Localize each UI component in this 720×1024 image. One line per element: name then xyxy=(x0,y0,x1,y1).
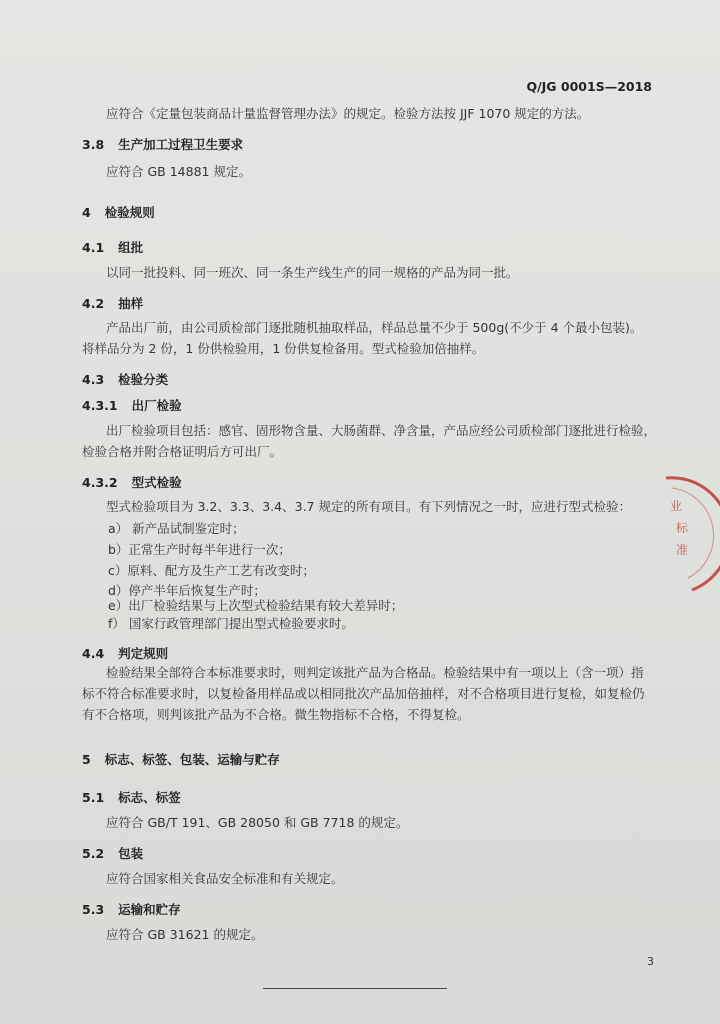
list-item: e）出厂检验结果与上次型式检验结果有较大差异时； xyxy=(108,598,404,613)
page-number: 3 xyxy=(647,955,654,968)
svg-text:标: 标 xyxy=(676,521,689,535)
section-heading-4-2 xyxy=(82,296,143,312)
list-item: d）停产半年后恢复生产时； xyxy=(108,583,266,598)
paragraph: 有不合格项，则判该批产品为不合格。微生物指标不合格，不得复检。 xyxy=(82,707,470,722)
paragraph: 应符合《定量包装商品计量监督管理办法》的规定。检验方法按 JJF 1070 规定的方法。 xyxy=(106,106,590,121)
section-title: 标志、标签、包装、运输与贮存 xyxy=(104,752,280,767)
section-heading-4-4 xyxy=(82,646,168,662)
section-title: 检验规则 xyxy=(104,205,155,220)
section-title: 出厂检验 xyxy=(131,398,182,413)
section-number: 4.3.2 xyxy=(82,475,118,490)
section-heading-5 xyxy=(82,752,280,768)
section-title: 标志、标签 xyxy=(118,790,181,805)
section-heading-4-1 xyxy=(82,240,143,256)
section-title: 型式检验 xyxy=(131,475,182,490)
company-seal-stamp xyxy=(652,470,720,600)
section-heading-5-1 xyxy=(82,790,181,806)
section-number: 4.4 xyxy=(82,646,105,661)
section-number: 5.3 xyxy=(82,902,105,917)
svg-text:准: 准 xyxy=(676,543,689,557)
list-item: b）正常生产时每半年进行一次； xyxy=(108,542,291,557)
section-number: 4.2 xyxy=(82,296,105,311)
svg-text:业: 业 xyxy=(670,499,683,513)
paragraph: 以同一批投料、同一班次、同一条生产线生产的同一规格的产品为同一批。 xyxy=(106,265,519,280)
list-item: c）原料、配方及生产工艺有改变时； xyxy=(108,563,315,578)
section-heading-3-8 xyxy=(82,137,243,153)
paragraph: 标不符合标准要求时，以复检备用样品或以相同批次产品加倍抽样，对不合格项目进行复检，如复检仍 xyxy=(82,686,645,701)
section-number: 4 xyxy=(82,205,91,220)
paragraph: 检验合格并附合格证明后方可出厂。 xyxy=(82,444,283,459)
paragraph: 产品出厂前，由公司质检部门逐批随机抽取样品，样品总量不少于 500g(不少于 4 个最小包装)。 xyxy=(106,320,643,335)
footer-rule xyxy=(263,988,447,989)
list-item: f） 国家行政管理部门提出型式检验要求时。 xyxy=(108,616,354,631)
paragraph: 应符合 GB/T 191、GB 28050 和 GB 7718 的规定。 xyxy=(106,815,409,830)
section-number: 5 xyxy=(82,752,91,767)
section-title: 判定规则 xyxy=(118,646,169,661)
section-heading-4-3 xyxy=(82,372,168,388)
section-heading-4-3-1 xyxy=(82,398,182,414)
section-title: 检验分类 xyxy=(118,372,169,387)
section-number: 4.1 xyxy=(82,240,105,255)
section-title: 生产加工过程卫生要求 xyxy=(118,137,244,152)
section-heading-5-2 xyxy=(82,846,143,862)
section-heading-5-3 xyxy=(82,902,181,918)
section-number: 5.2 xyxy=(82,846,105,861)
section-heading-4-3-2 xyxy=(82,475,182,491)
section-number: 4.3 xyxy=(82,372,105,387)
section-title: 组批 xyxy=(118,240,144,255)
section-title: 运输和贮存 xyxy=(118,902,181,917)
paragraph: 将样品分为 2 份，1 份供检验用，1 份供复检备用。型式检验加倍抽样。 xyxy=(82,341,485,356)
section-number: 4.3.1 xyxy=(82,398,118,413)
section-title: 抽样 xyxy=(118,296,144,311)
list-item: a） 新产品试制鉴定时； xyxy=(108,521,245,536)
section-number: 5.1 xyxy=(82,790,105,805)
section-title: 包装 xyxy=(118,846,144,861)
document-code: Q/JG 0001S—2018 xyxy=(526,79,652,94)
paragraph: 检验结果全部符合本标准要求时，则判定该批产品为合格品。检验结果中有一项以上（含一项）指 xyxy=(106,665,644,680)
section-heading-4 xyxy=(82,205,155,221)
paragraph: 出厂检验项目包括：感官、固形物含量、大肠菌群、净含量，产品应经公司质检部门逐批进行检验， xyxy=(106,423,657,438)
paragraph: 应符合国家相关食品安全标准和有关规定。 xyxy=(106,871,344,886)
paragraph: 应符合 GB 31621 的规定。 xyxy=(106,927,264,942)
paragraph: 型式检验项目为 3.2、3.3、3.4、3.7 规定的所有项目。有下列情况之一时，应进行型式检验： xyxy=(106,499,631,514)
paragraph: 应符合 GB 14881 规定。 xyxy=(106,164,251,179)
section-number: 3.8 xyxy=(82,137,105,152)
